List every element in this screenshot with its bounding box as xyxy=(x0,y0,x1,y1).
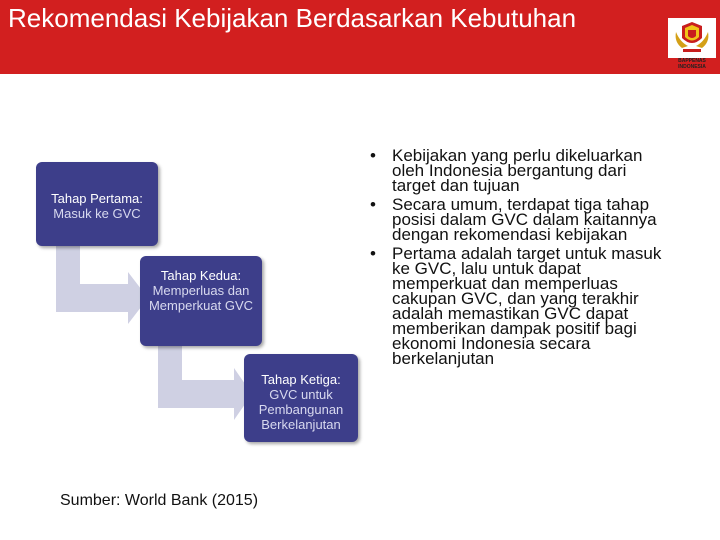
bullet-item xyxy=(366,197,666,242)
stage-title: Tahap Kedua: xyxy=(160,268,242,283)
logo-caption: BAPPENAS INDONESIA xyxy=(678,58,706,70)
stage-box-1 xyxy=(36,162,158,246)
stage-box-2 xyxy=(140,256,262,346)
bullet-text: Kebijakan yang perlu dikeluarkan oleh Indonesia bergantung dari target dan tujuan xyxy=(392,146,643,195)
bullet-dot-icon: • xyxy=(370,146,376,165)
stage-box-3 xyxy=(244,354,358,442)
source-note: Sumber: World Bank (2015) xyxy=(60,492,259,509)
bullet-text: Pertama adalah target untuk masuk ke GVC, lalu untuk dapat memperkuat dan memperluas cakupan GVC, dan yang terakhir adalah memastikan GVC dapat memberikan dampak positif bagi ekonomi Indonesia secara berkelanjutan xyxy=(392,244,662,368)
bullet-list xyxy=(366,148,666,370)
bullet-item xyxy=(366,246,666,366)
bullet-dot-icon: • xyxy=(370,244,376,263)
stage-title: Tahap Ketiga: xyxy=(261,372,341,387)
flow-arrow-2 xyxy=(158,346,252,420)
bullet-item xyxy=(366,148,666,193)
bullet-text: Secara umum, terdapat tiga tahap posisi dalam GVC dalam kaitannya dengan rekomendasi kebijakan xyxy=(392,195,657,244)
bullet-dot-icon: • xyxy=(370,195,376,214)
stage-title: Tahap Pertama: xyxy=(51,191,143,206)
stage-description: Memperluas dan Memperkuat GVC xyxy=(148,283,254,313)
stage-description: Masuk ke GVC xyxy=(53,206,141,221)
page-title: Rekomendasi Kebijakan Berdasarkan Kebutuhan xyxy=(8,3,577,33)
stage-description: GVC untuk Pembangunan Berkelanjutan xyxy=(258,387,344,432)
flow-arrow-1 xyxy=(56,246,148,324)
